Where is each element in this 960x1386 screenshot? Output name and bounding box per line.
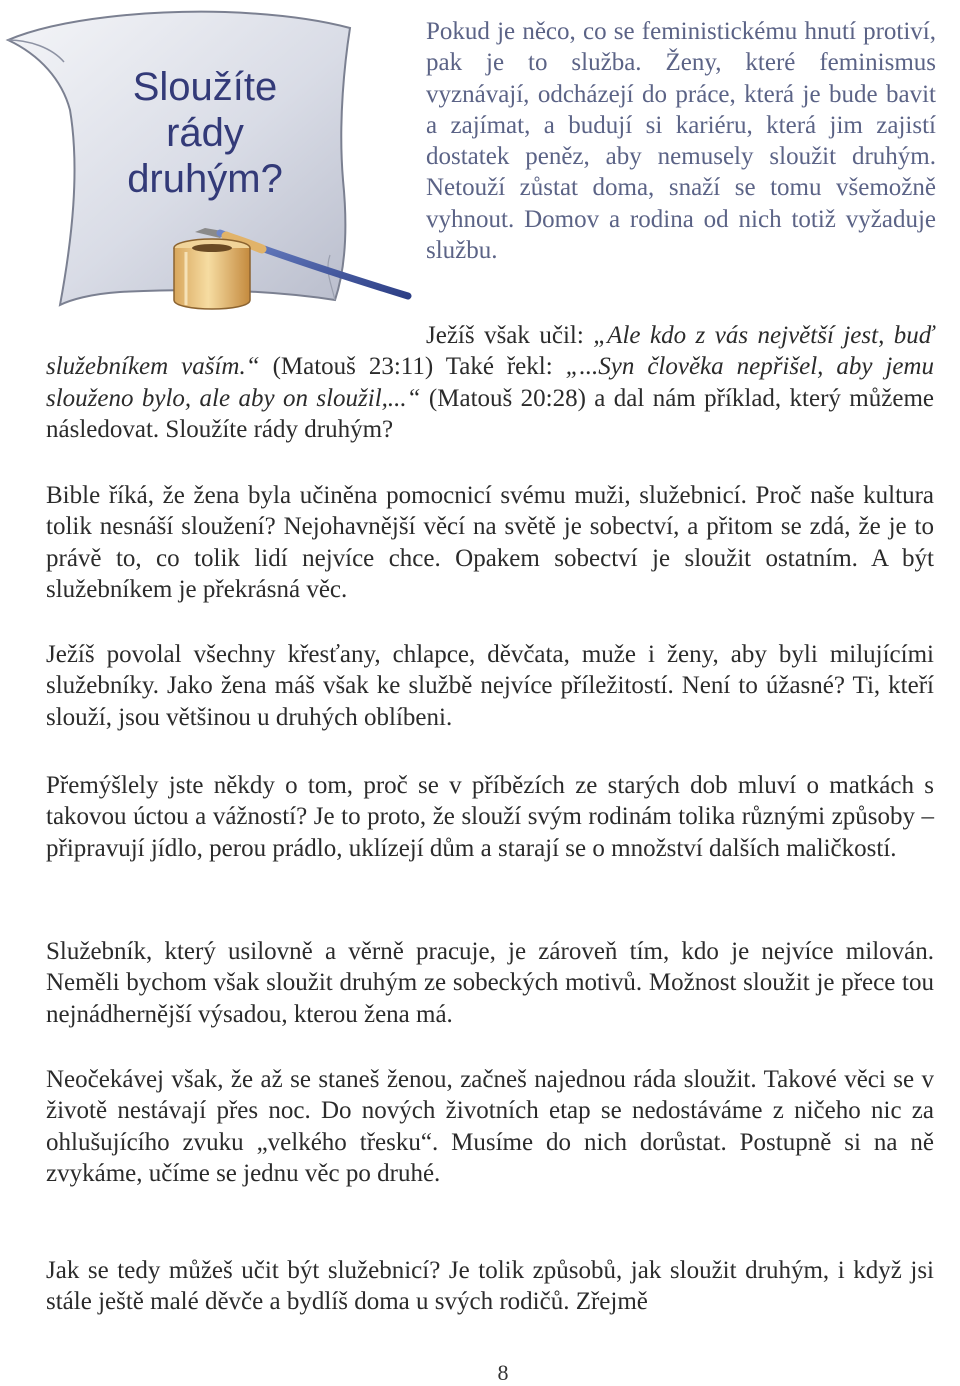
body-paragraph: Bible říká, že žena byla učiněna pomocnicí svému muži, služebnicí. Proč naše kultura tolik nesnáší sloužení? Nejohavnější věcí na světě je sobectví, a přitom se zdá, že je to právě to, co tolik lidí nejvíce chce. Opakem sobectví je sloužit ostatním. A být služebníkem je překrásná věc.	[46, 482, 934, 603]
sidebar-title-line: Sloužíte	[132, 65, 278, 109]
quote-lead: Ježíš však učil:	[426, 322, 594, 349]
body-paragraph: Neočekávej však, že až se staneš ženou, začneš najednou ráda sloužit. Takové věci se v životě nestávají přes noc. Do nových životních etap se nedostáváme z ničeho nic za ohlušujícího zvuku „velkého třesku“. Musíme do nich dorůstat. Postupně si na ně zvykáme, učíme se jednu věc po druhé.	[46, 1066, 934, 1187]
bible-quote: „Ale kdo z vás největší jest, buď služebníkem vaším.“	[46, 322, 935, 381]
sidebar-title-line: druhým?	[127, 157, 283, 201]
intro-paragraph: Pokud je něco, co se feministickému hnutí protiví, pak je to služba. Ženy, které feminismus vyznávají, odcházejí do práce, která je bude bavit a zajímat, a budují si kariéru, která jim zajistí dostatek peněz, aby nemusely sloužit druhým. Netouží zůstat doma, snaží se tomu všemožně vyhnout. Domov a rodina od nich totiž vyžaduje službu.	[426, 18, 936, 265]
bible-reference: (Matouš 20:28) a dal nám příklad, který můžeme následovat. Sloužíte rády druhým?	[46, 384, 934, 443]
sidebar-title	[100, 64, 310, 202]
sidebar-title-line: rády	[166, 111, 244, 155]
bible-reference: (Matouš 23:11) Také řekl:	[259, 353, 566, 381]
quote-paragraph	[46, 320, 934, 445]
body-paragraph: Služebník, který usilovně a věrně pracuje, je zároveň tím, kdo je nejvíce milován. Neměli bychom však sloužit druhým ze sobeckých motivů. Možnost sloužit je přece tou nejnádhernější výsadou, kterou žena má.	[46, 938, 934, 1028]
body-paragraph: Ježíš povolal všechny křesťany, chlapce, děvčata, muže i ženy, aby byli milujícími služebníky. Jako žena máš však ke službě nejvíce příležitostí. Není to úžasné? Ti, kteří slouží, jsou většinou u druhých oblíbeni.	[46, 641, 934, 731]
page-number: 8	[497, 1360, 509, 1385]
bible-quote: „...Syn člověka nepřišel, aby jemu slouženo bylo, ale aby on sloužil,...“	[46, 353, 934, 412]
body-paragraph: Jak se tedy můžeš učit být služebnicí? Je tolik způsobů, jak sloužit druhým, i když jsi stále ještě malé děvče a bydlíš doma u svých rodičů. Zřejmě	[46, 1257, 934, 1316]
body-paragraph: Přemýšlely jste někdy o tom, proč se v příbězích ze starých dob mluví o matkách s takovou úctou a vážností? Je to proto, že slouží svým rodinám tolika různými způsoby – připravují jídlo, perou prádlo, uklízejí dům a starají se o množství dalších maličkostí.	[46, 772, 934, 862]
